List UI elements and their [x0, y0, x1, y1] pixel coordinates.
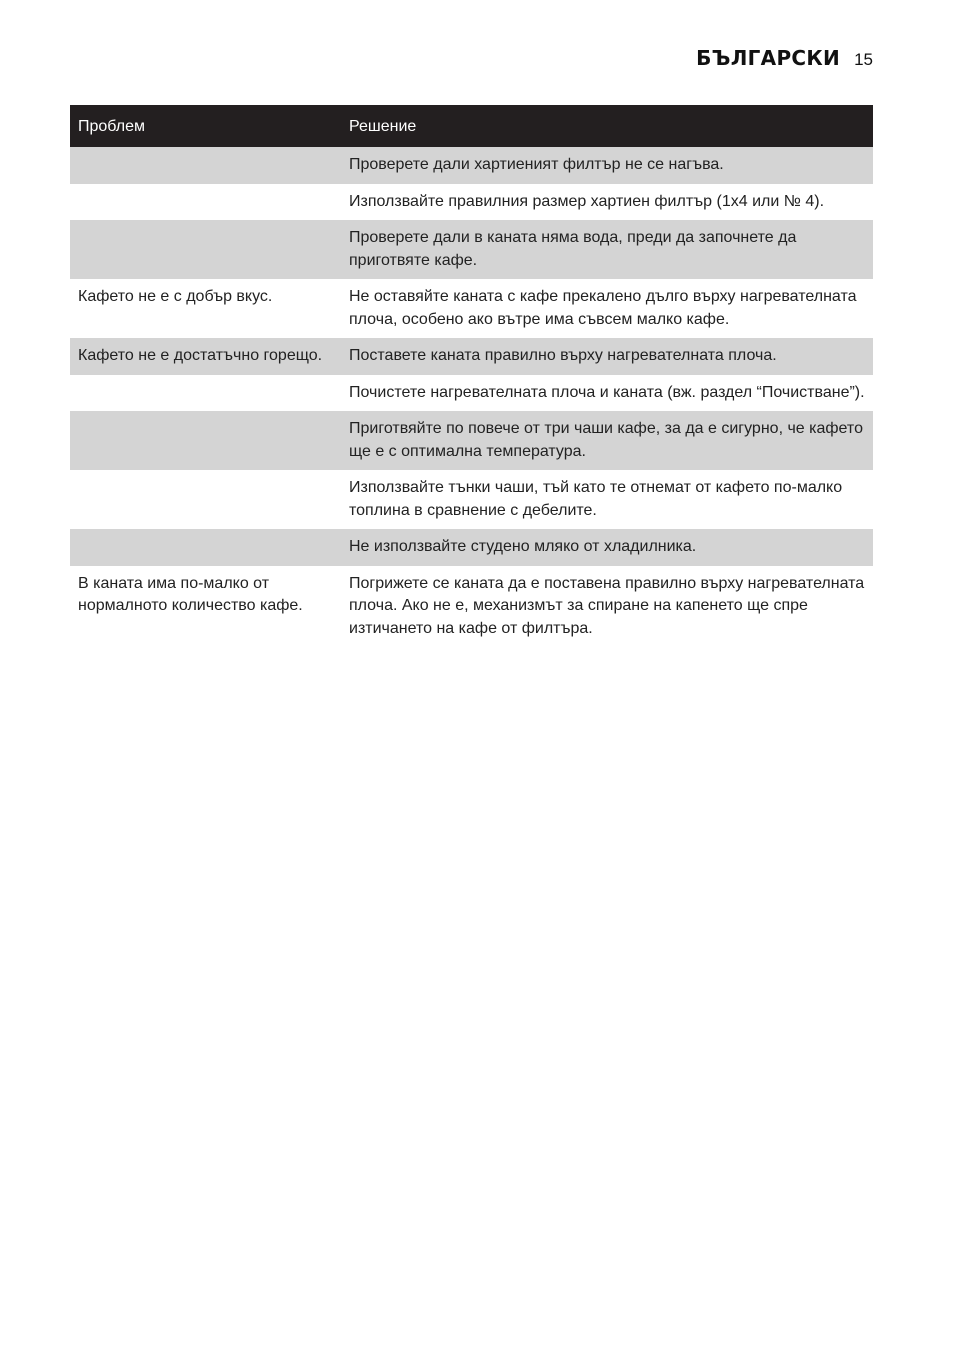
solution-cell: Проверете дали хартиеният филтър не се нагъва. — [349, 156, 724, 173]
page-number: 15 — [854, 50, 873, 69]
table-row — [70, 411, 873, 470]
solution-cell: Погрижете се каната да е поставена правилно върху нагревателната плоча. Ако не е, механизмът за спиране на капенето ще спре изтичането на кафе от филтъра. — [349, 574, 865, 637]
solution-cell: Почистете нагревателната плоча и каната (вж. раздел “Почистване”). — [349, 383, 865, 401]
solution-cell: Не оставяйте каната с кафе прекалено дълго върху нагревателната плоча, особено ако вътре има съвсем малко кафе. — [349, 288, 857, 328]
solution-cell: Използвайте правилния размер хартиен филтър (1x4 или № 4). — [349, 192, 825, 210]
table-row — [70, 470, 873, 529]
problem-cell — [70, 220, 341, 279]
table-row — [70, 279, 873, 338]
solution-cell: Проверете дали в каната няма вода, преди да започнете да приготвяте кафе. — [349, 229, 797, 269]
problem-cell: Кафето не е достатъчно горещо. — [78, 347, 323, 364]
problem-cell: В каната има по-малко от нормалното количество кафе. — [78, 574, 303, 614]
problem-cell — [70, 375, 341, 412]
table-row — [70, 220, 873, 279]
problem-cell — [70, 147, 341, 184]
problem-cell: Кафето не е с добър вкус. — [78, 288, 273, 305]
table-row — [70, 338, 873, 375]
troubleshooting-table — [70, 105, 873, 647]
solution-cell: Използвайте тънки чаши, тъй като те отнемат от кафето по-малко топлина в сравнение с дебелите. — [349, 479, 843, 519]
problem-cell — [70, 470, 341, 529]
column-header-solution: Решение — [349, 117, 417, 135]
table-row — [70, 184, 873, 221]
problem-cell — [70, 529, 341, 566]
column-header-problem: Проблем — [78, 117, 145, 135]
solution-cell: Поставете каната правилно върху нагревателната плоча. — [349, 347, 777, 364]
table-header-row — [70, 105, 873, 147]
problem-cell — [70, 184, 341, 221]
page-header — [696, 46, 873, 70]
table-row — [70, 375, 873, 412]
solution-cell: Не използвайте студено мляко от хладилника. — [349, 538, 697, 555]
language-title: БЪЛГАРСКИ — [696, 46, 841, 70]
table-row — [70, 147, 873, 184]
problem-cell — [70, 411, 341, 470]
table-row — [70, 529, 873, 566]
table-row — [70, 566, 873, 648]
solution-cell: Приготвяйте по повече от три чаши кафе, за да е сигурно, че кафето ще е с оптимална температура. — [349, 420, 863, 460]
